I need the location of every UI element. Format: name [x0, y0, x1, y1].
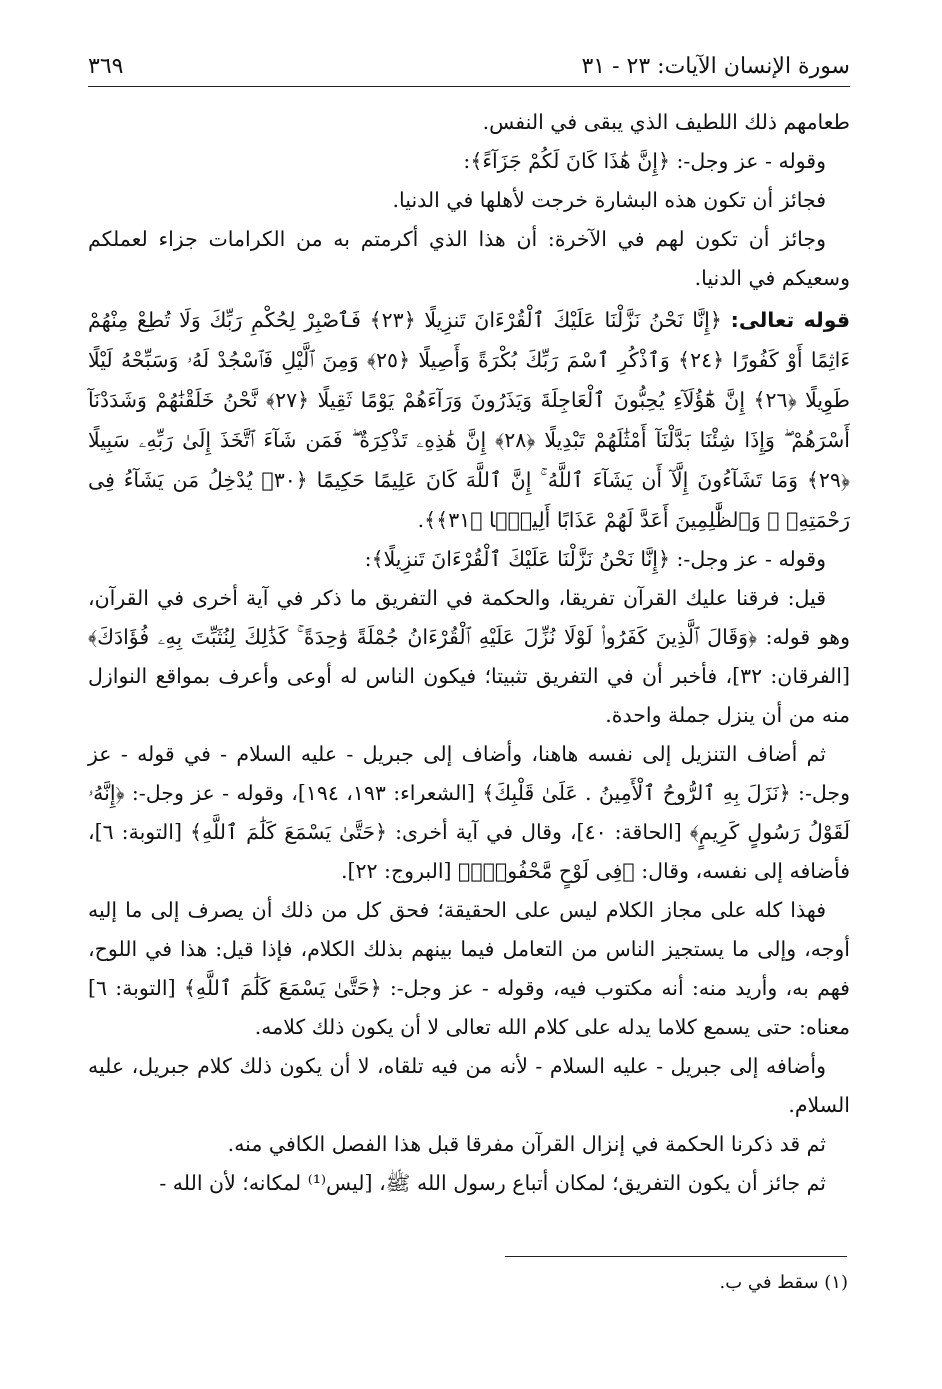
paragraph: قيل: فرقنا عليك القرآن تفريقا، والحكمة في التفريق ما ذكر في آية أخرى في القرآن، وهو قوله: ﴿وَقَالَ ٱلَّذِينَ كَفَرُوا۟ لَوْلَا نُزِّلَ عَلَيْهِ ٱلْقُرْءَانُ جُمْلَةً وَٰحِدَةً ۚ كَذَٰلِكَ لِنُثَبِّتَ بِهِۦ فُؤَادَكَ﴾ [الفرقان: ٣٢]، فأخبر أن في التفريق تثبيتا؛ فيكون الناس له أوعى وأعرف بمواقع النوازل منه من أن ينزل جملة واحدة. [88, 586, 850, 727]
paragraph: وجائز أن تكون لهم في الآخرة: أن هذا الذي أكرمتم به من الكرامات جزاء لعملكم وسعيكم في الدنيا. [88, 227, 850, 290]
quran-verses-block [88, 300, 850, 540]
paragraph: ثم قد ذكرنا الحكمة في إنزال القرآن مفرقا قبل هذا الفصل الكافي منه. [227, 1132, 826, 1156]
footnote: (١) سقط في ب. [719, 1272, 848, 1293]
paragraph: ثم جائز أن يكون التفريق؛ لمكان أتباع رسول الله ﷺ، [ليس⁽¹⁾ لمكانه؛ لأن الله - [159, 1171, 826, 1195]
paragraph: وقوله - عز وجل-: ﴿إِنَّا نَحْنُ نَزَّلْنَا عَلَيْكَ ٱلْقُرْءَانَ تَنزِيلًا﴾: [364, 547, 826, 571]
paragraph: فهذا كله على مجاز الكلام ليس على الحقيقة؛ فحق كل من ذلك أن يصرف إلى ما إليه أوجه، وإلى ما يستجيز الناس من التعامل فيما بينهم بذلك الكلام، فإذا قيل: هذا في اللوح، فهم به، وأريد منه: أنه مكتوب فيه، وقوله - عز وجل-: ﴿حَتَّىٰ يَسْمَعَ كَلَٰمَ ٱللَّهِ﴾ [التوبة: ٦] معناه: حتى يسمع كلاما يدله على كلام الله تعالى لا أن يكون ذلك كلامه. [88, 898, 850, 1039]
header-title: سورة الإنسان الآيات: ٢٣ - ٣١ [581, 54, 850, 79]
paragraph: وقوله - عز وجل-: ﴿إِنَّ هَٰذَا كَانَ لَكُمْ جَزَآءً﴾: [463, 149, 826, 173]
paragraph: ثم أضاف التنزيل إلى نفسه هاهنا، وأضاف إلى جبريل - عليه السلام - في قوله - عز وجل-: ﴿نَزَلَ بِهِ ٱلرُّوحُ ٱلْأَمِينُ . عَلَىٰ قَلْبِكَ﴾ [الشعراء: ١٩٣، ١٩٤]، وقوله - عز وجل-: ﴿إِنَّهُۥ لَقَوْلُ رَسُولٍ كَرِيمٍ﴾ [الحاقة: ٤٠]، وقال في آية أخرى: ﴿حَتَّىٰ يَسْمَعَ كَلَٰمَ ٱللَّهِ﴾ [التوبة: ٦]، فأضافه إلى نفسه، وقال: ﴿فِى لَوْحٍ مَّحْفُوظٍۭ﴾ [البروج: ٢٢]. [88, 742, 850, 883]
running-header [88, 52, 850, 87]
page-number: ٣٦٩ [88, 54, 124, 79]
paragraph: وأضافه إلى جبريل - عليه السلام - لأنه من فيه تلقاه، لا أن يكون ذلك كلام جبريل، عليه السلام. [88, 1054, 850, 1117]
page-body [88, 103, 850, 1203]
document-page [88, 52, 850, 1203]
quran-verses: ﴿إِنَّا نَحْنُ نَزَّلْنَا عَلَيْكَ ٱلْقُرْءَانَ تَنزِيلًا ﴿٢٣﴾ فَٱصْبِرْ لِحُكْمِ رَبِّكَ وَلَا تُطِعْ مِنْهُمْ ءَاثِمًا أَوْ كَفُورًا ﴿٢٤﴾ وَٱذْكُرِ ٱسْمَ رَبِّكَ بُكْرَةً وَأَصِيلًا ﴿٢٥﴾ وَمِنَ ٱلَّيْلِ فَٱسْجُدْ لَهُۥ وَسَبِّحْهُ لَيْلًا طَوِيلًا ﴿٢٦﴾ إِنَّ هَٰٓؤُلَآءِ يُحِبُّونَ ٱلْعَاجِلَةَ وَيَذَرُونَ وَرَآءَهُمْ يَوْمًا ثَقِيلًا ﴿٢٧﴾ نَّحْنُ خَلَقْنَٰهُمْ وَشَدَدْنَآ أَسْرَهُمْ ۖ وَإِذَا شِئْنَا بَدَّلْنَآ أَمْثَٰلَهُمْ تَبْدِيلًا ﴿٢٨﴾ إِنَّ هَٰذِهِۦ تَذْكِرَةٌ ۖ فَمَن شَآءَ ٱتَّخَذَ إِلَىٰ رَبِّهِۦ سَبِيلًا ﴿٢٩﴾ وَمَا تَشَآءُونَ إِلَّآ أَن يَشَآءَ ٱللَّهُ ۚ إِنَّ ٱللَّهَ كَانَ عَلِيمًا حَكِيمًا ﴿٣٠﴾ يُدْخِلُ مَن يَشَآءُ فِى رَحْمَتِهِۦ ۚ وَٱلظَّٰلِمِينَ أَعَدَّ لَهُمْ عَذَابًا أَلِيمًۢا ﴿٣١﴾﴾. [88, 308, 850, 532]
verses-lead: قوله تعالى: [730, 308, 850, 332]
paragraph: طعامهم ذلك اللطيف الذي يبقى في النفس. [482, 110, 850, 134]
paragraph: فجائز أن تكون هذه البشارة خرجت لأهلها في الدنيا. [392, 188, 826, 212]
footnote-divider [505, 1256, 847, 1257]
